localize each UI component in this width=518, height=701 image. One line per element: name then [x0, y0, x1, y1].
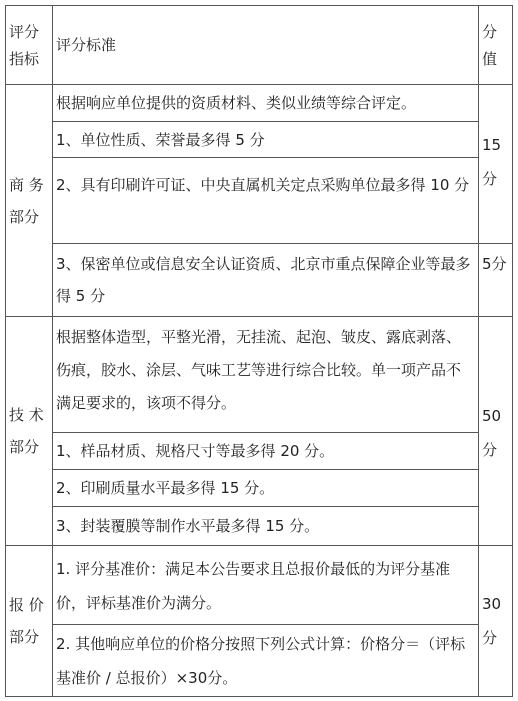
business-score-text: 15分	[482, 136, 502, 188]
technical-label	[5, 316, 53, 546]
business-row	[52, 84, 479, 122]
header-indicator	[5, 5, 53, 85]
price-label-text: 报 价部分	[9, 596, 44, 646]
price-score-text: 30分	[482, 595, 502, 647]
technical-row-text: 3、封装覆膜等制作水平最多得 15 分。	[56, 517, 320, 535]
scoring-table	[5, 5, 513, 697]
business-label	[5, 84, 53, 317]
price-row-text: 1. 评分基准价：满足本公告要求且总报价最低的为评分基准价，评标基准价为满分。	[56, 560, 451, 612]
business-row-text: 3、保密单位或信息安全认证资质、北京市重点保障企业等最多得 5 分	[56, 255, 471, 305]
price-label	[5, 545, 53, 697]
price-row	[52, 624, 479, 697]
technical-row-text: 1、样品材质、规格尺寸等最多得 20 分。	[56, 442, 335, 460]
technical-row	[52, 432, 479, 470]
technical-row-text: 根据整体造型，平整光滑，无挂流、起泡、皱皮、露底剥落、伤痕，胶水、涂层、气味工艺等进行综合比较。单一项产品不满足要求的，该项不得分。	[56, 328, 462, 412]
business-score-text: 5分	[482, 255, 507, 273]
business-row	[52, 243, 479, 317]
price-row-text: 2. 其他响应单位的价格分按照下列公式计算：价格分＝（评标基准价 / 总报价）×30分。	[56, 635, 466, 687]
business-row-text: 2、具有印刷许可证、中央直属机关定点采购单位最多得 10 分	[56, 176, 470, 194]
technical-row	[52, 506, 479, 546]
header-indicator-text: 评分指标	[9, 23, 40, 68]
technical-score-text: 50分	[482, 407, 502, 459]
technical-row-text: 2、印刷质量水平最多得 15 分。	[56, 479, 275, 497]
price-row	[52, 545, 479, 625]
header-score-text: 分值	[482, 23, 498, 68]
technical-row	[52, 316, 479, 433]
technical-score	[478, 316, 513, 546]
header-criteria-text: 评分标准	[56, 35, 117, 54]
business-row	[52, 121, 479, 158]
business-score	[478, 243, 513, 317]
business-row	[52, 157, 479, 244]
technical-label-text: 技 术部分	[9, 406, 44, 456]
header-score	[478, 5, 513, 85]
header-criteria	[52, 5, 479, 85]
technical-row	[52, 469, 479, 507]
business-score	[478, 84, 513, 244]
business-row-text: 根据响应单位提供的资质材料、类似业绩等综合评定。	[56, 94, 417, 112]
price-score	[478, 545, 513, 697]
business-label-text: 商 务部分	[9, 175, 44, 226]
business-row-text: 1、单位性质、荣誉最多得 5 分	[56, 131, 265, 149]
